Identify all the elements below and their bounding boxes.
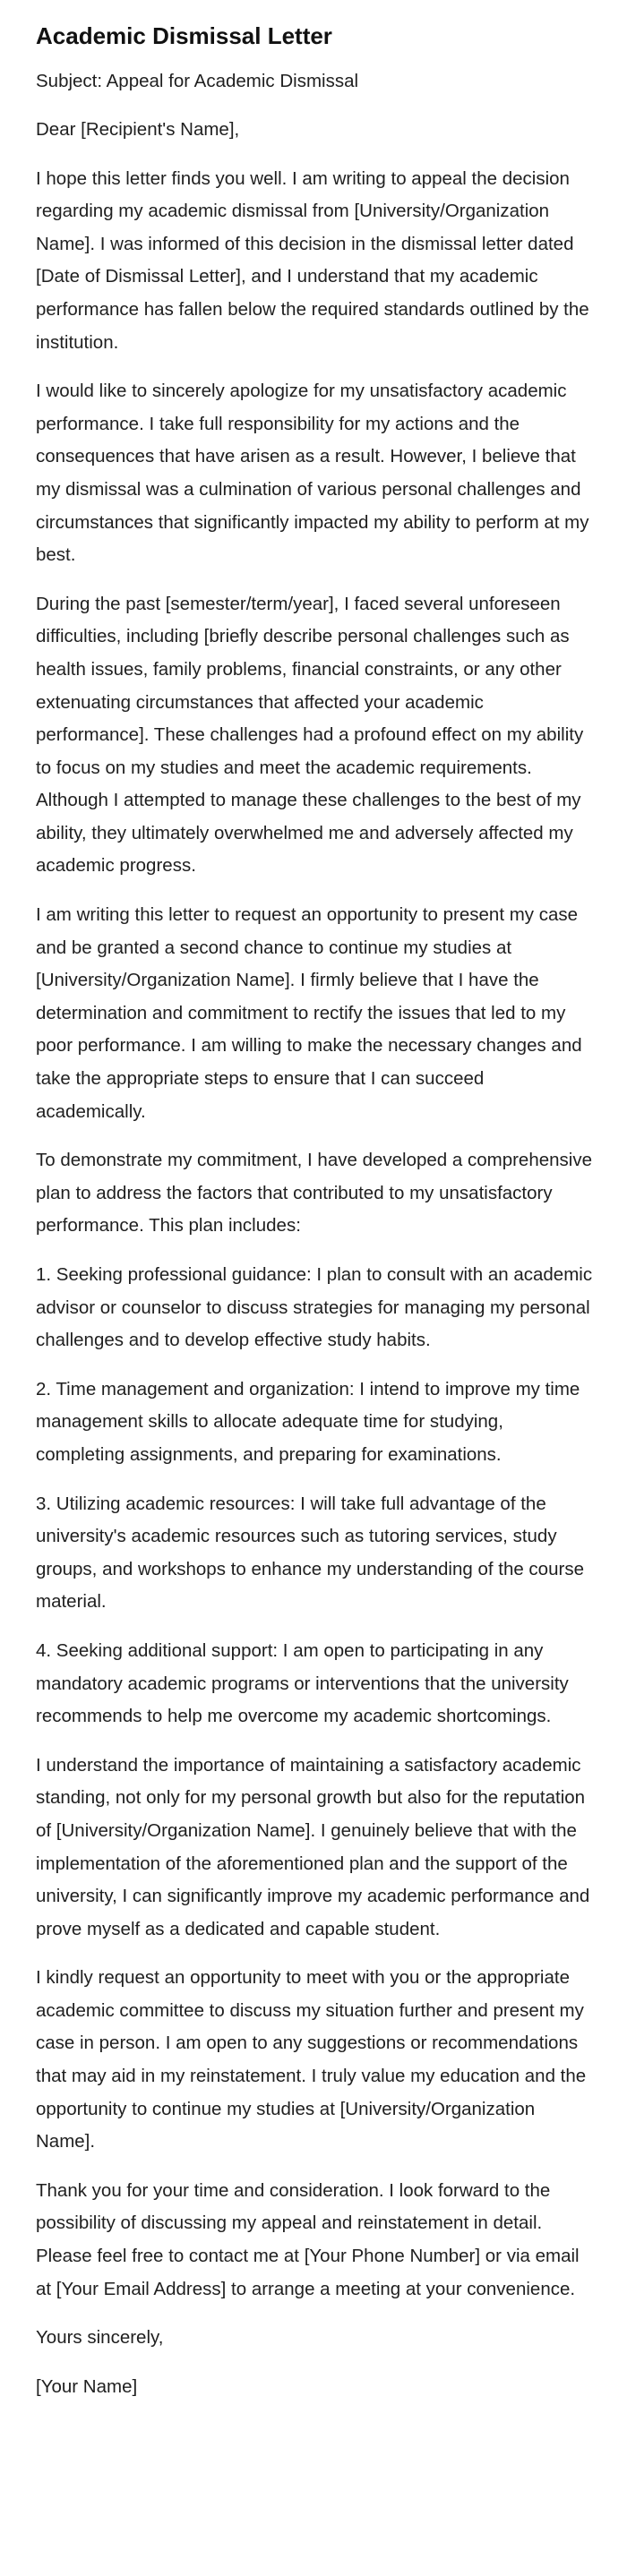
letter-signature: [Your Name]: [36, 2375, 138, 2397]
letter-subject: Subject: Appeal for Academic Dismissal: [36, 71, 359, 91]
apology-paragraph: I would like to sincerely apologize for my unsatisfactory academic performance. I take full responsibility for my actions and the consequences that have arisen as a result. However, I believe that my dismissal was a culmination of various personal challenges and circumstances that significantly impacted my ability to perform at my best.: [36, 381, 589, 566]
meeting-request-paragraph: I kindly request an opportunity to meet with you or the appropriate academic committee to discuss my situation further and present my case in person. I am open to any suggestions or recommendations that may aid in my reinstatement. I truly value my education and the opportunity to continue my studies at [University/Organization Name].: [36, 1967, 587, 2152]
plan-item-time-management: 2. Time management and organization: I intend to improve my time management skills to allocate adequate time for studying, completing assignments, and preparing for examinations.: [36, 1378, 580, 1465]
plan-intro-paragraph: To demonstrate my commitment, I have developed a comprehensive plan to address the factors that contributed to my unsatisfactory performance. This plan includes:: [36, 1150, 592, 1237]
thanks-paragraph: Thank you for your time and consideration. I look forward to the possibility of discussing my appeal and reinstatement in detail. Please feel free to contact me at [Your Phone Number] or via email at [Your Email Address] to arrange a meeting at your convenience.: [36, 2179, 580, 2299]
request-paragraph: I am writing this letter to request an opportunity to present my case and be granted a second chance to continue my studies at [University/Organization Name]. I firmly believe that I have the determination and commitment to rectify the issues that led to my poor performance. I am willing to make the necessary changes and take the appropriate steps to ensure that I can succeed academically.: [36, 904, 582, 1122]
intro-paragraph: I hope this letter finds you well. I am writing to appeal the decision regarding my academic dismissal from [University/Organization Name]. I was informed of this decision in the dismissal letter dated [Date of Dismissal Letter], and I understand that my academic performance has fallen below the required standards outlined by the institution.: [36, 167, 589, 353]
letter-title: Academic Dismissal Letter: [36, 22, 332, 49]
letter-closing: Yours sincerely,: [36, 2327, 164, 2349]
plan-item-support: 4. Seeking additional support: I am open to participating in any mandatory academic programs or interventions that the university recommends to help me overcome my academic shortcomings.: [36, 1639, 569, 1727]
plan-item-resources: 3. Utilizing academic resources: I will take full advantage of the university's academic resources such as tutoring services, study groups, and workshops to enhance my understanding of the course material.: [36, 1493, 584, 1613]
standing-paragraph: I understand the importance of maintaining a satisfactory academic standing, not only for my personal growth but also for the reputation of [University/Organization Name]. I genuinely believe that with the implementation of the aforementioned plan and the support of the university, I can significantly improve my academic performance and prove myself as a dedicated and capable student.: [36, 1754, 590, 1939]
plan-item-guidance: 1. Seeking professional guidance: I plan to consult with an academic advisor or counselor to discuss strategies for managing my personal challenges and to develop effective study habits.: [36, 1264, 593, 1351]
letter-greeting: Dear [Recipient's Name],: [36, 119, 240, 140]
difficulties-paragraph: During the past [semester/term/year], I faced several unforeseen difficulties, including [briefly describe personal challenges such as health issues, family problems, financial constraints, or any other extenuating circumstances that affected your academic performance]. These challenges had a profound effect on my ability to focus on my studies and meet the academic requirements. Although I attempted to manage these challenges to the best of my ability, they ultimately overwhelmed me and adversely affected my academic progress.: [36, 593, 584, 877]
